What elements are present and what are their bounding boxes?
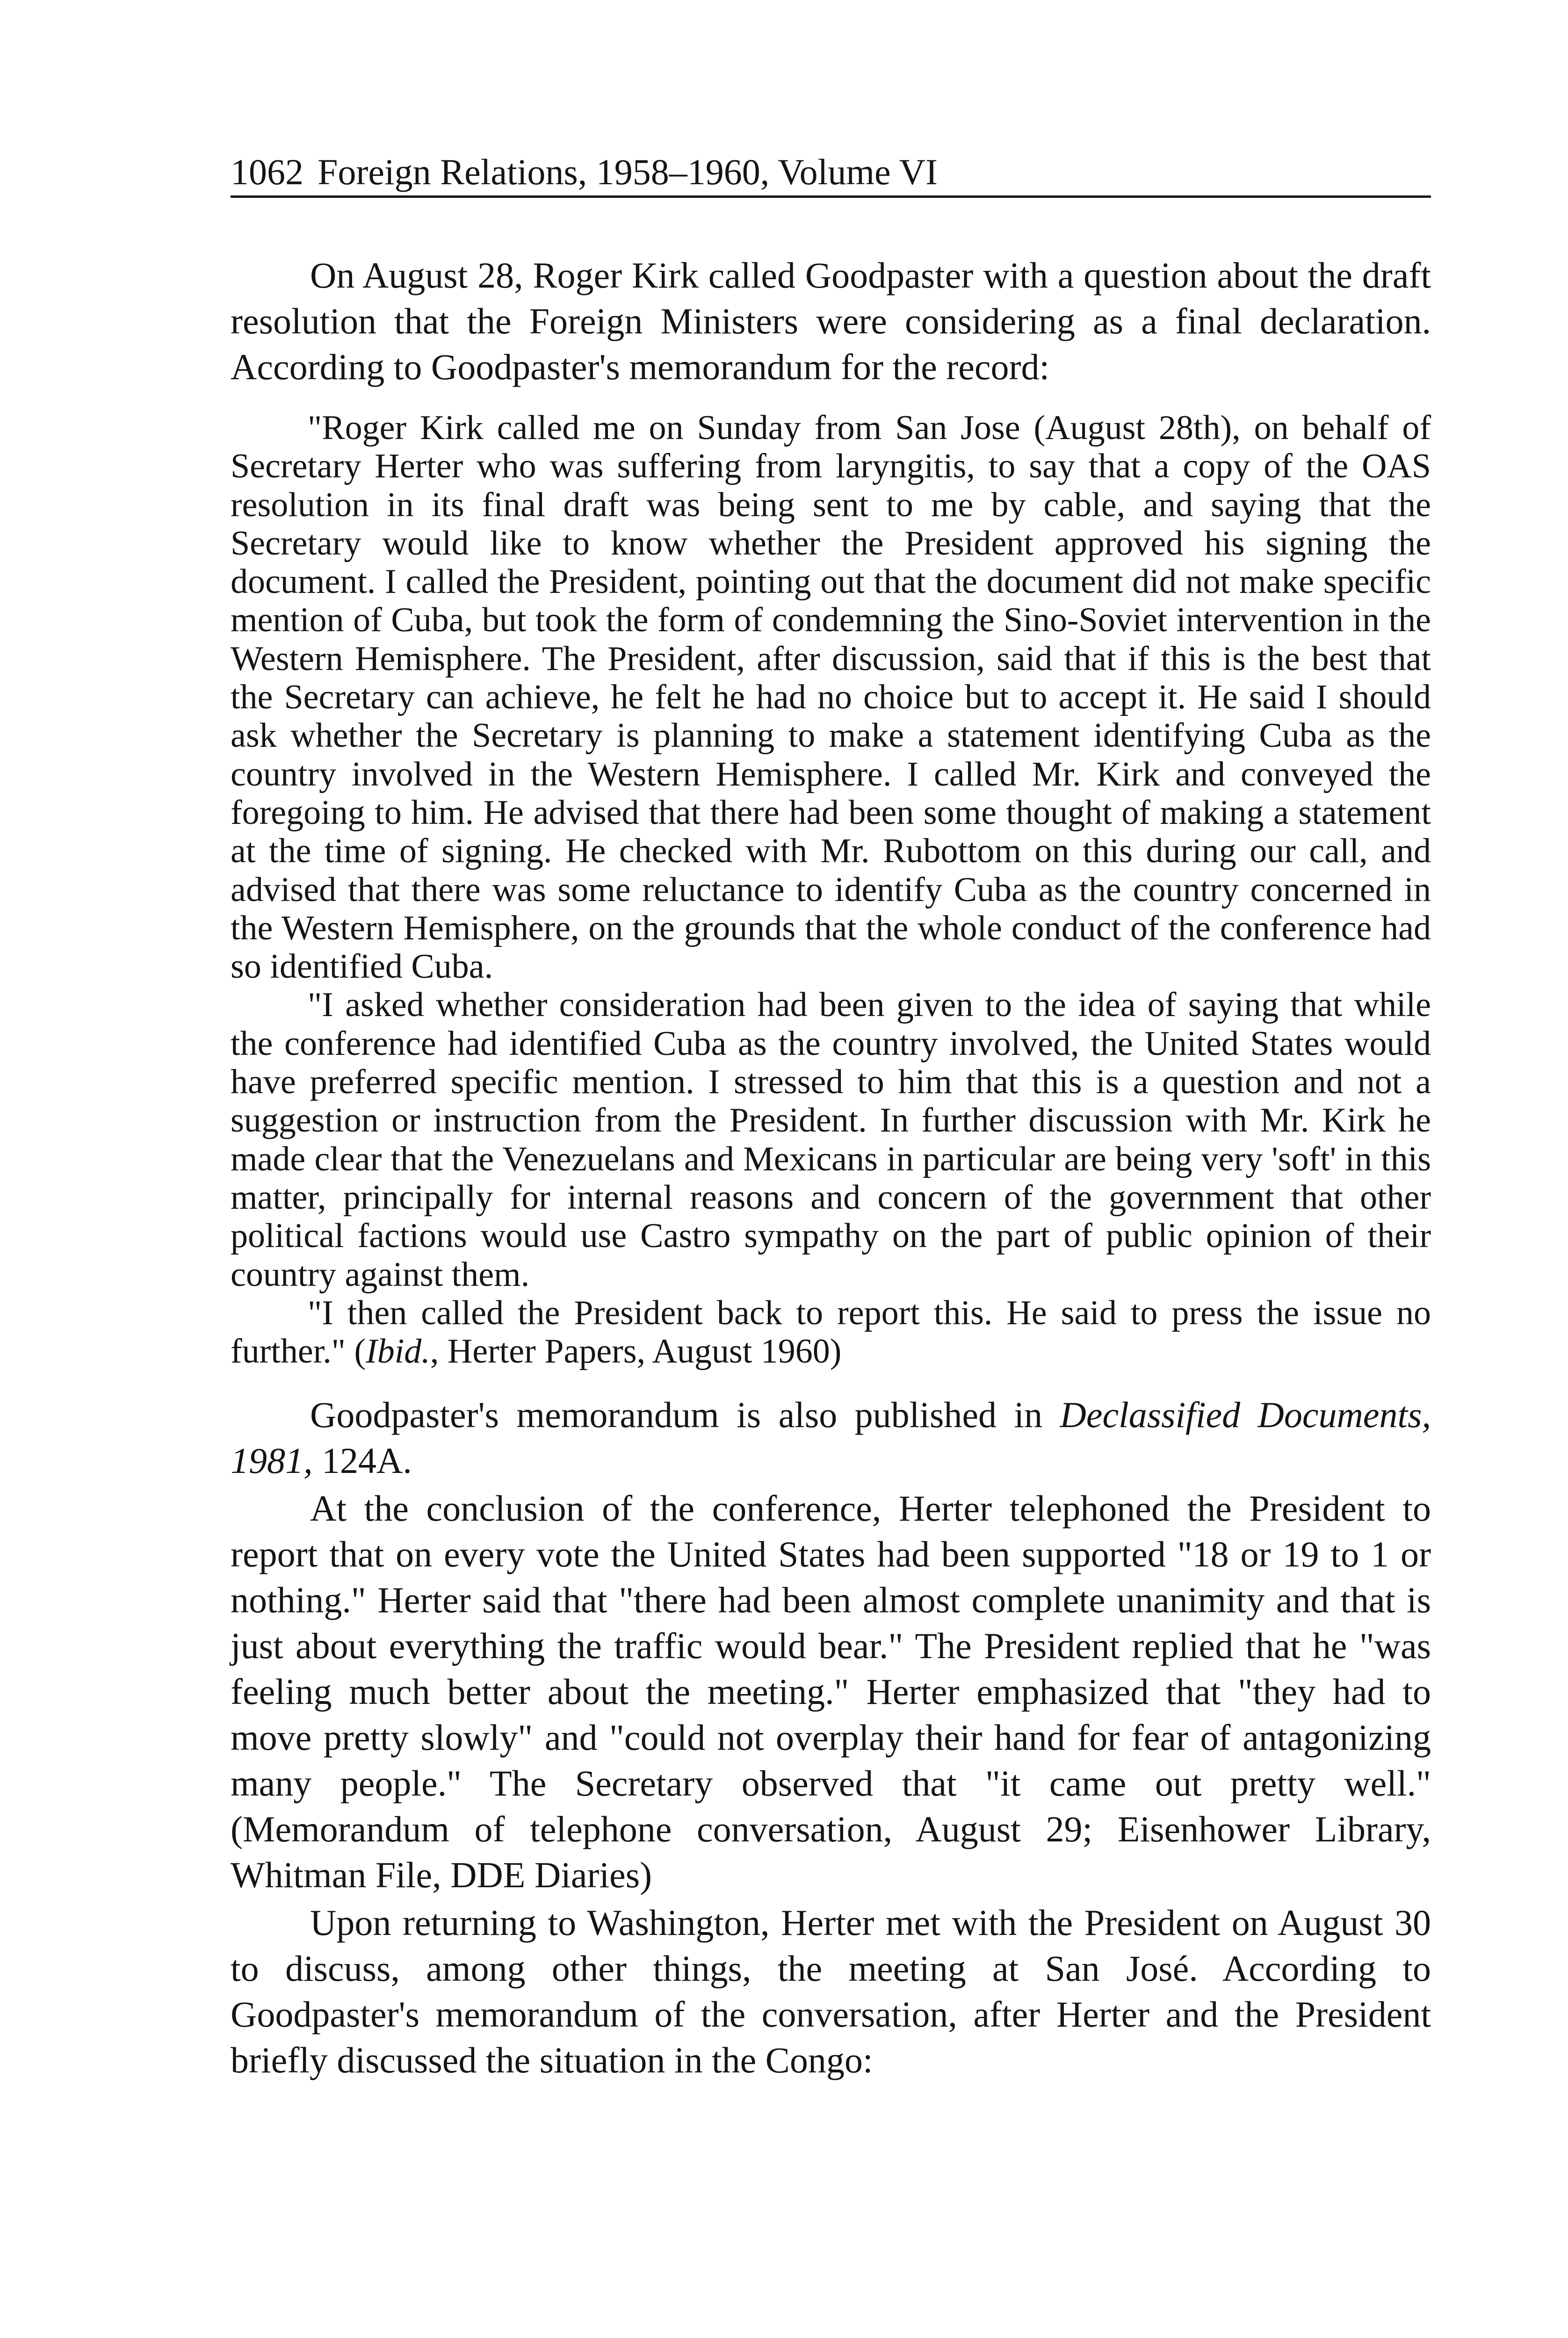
publication-note-text: Goodpaster's memorandum is also published in (310, 1394, 1060, 1436)
running-head (231, 150, 1431, 198)
quote-paragraph-2: "I asked whether consideration had been given to the idea of saying that while the conference had identified Cuba as the country involved, the United States would have preferred specific mention. I stressed to him that this is a question and not a suggestion or instruction from the President. In further discussion with Mr. Kirk he made clear that the Venezuelans and Mexicans in particular are being very 'soft' in this matter, principally for internal reasons and concern of the government that other political factions would use Castro sympathy on the part of public opinion of their country against them. (231, 986, 1431, 1294)
return-to-washington-paragraph: Upon returning to Washington, Herter met with the President on August 30 to discuss, among other things, the meeting at San José. According to Goodpaster's memorandum of the conversation, after Herter and the President briefly discussed the situation in the Congo: (231, 1902, 1431, 2081)
quote-paragraph-3-text: "I then called the President back to report this. He said to press the issue no further." ( (231, 1293, 1431, 1371)
ibid-citation: Ibid. (366, 1332, 430, 1371)
publication-title: Declassified Documents, 1981, (231, 1394, 1431, 1481)
running-head-title: Foreign Relations, 1958–1960, Volume VI (318, 152, 938, 192)
page-number: 1062 (231, 152, 303, 192)
publication-note-tail: 124A. (312, 1440, 412, 1481)
quote-paragraph-3-source: , Herter Papers, August 1960) (430, 1332, 842, 1371)
intro-paragraph: On August 28, Roger Kirk called Goodpaster with a question about the draft resolution that the Foreign Ministers were considering as a final declaration. According to Goodpaster's memorandum for the record: (231, 255, 1431, 387)
body-text (231, 253, 1431, 2083)
conference-conclusion-paragraph: At the conclusion of the conference, Herter telephoned the President to report that on every vote the United States had been supported "18 or 19 to 1 or nothing." Herter said that "there had been almost complete unanimity and that is just about everything the traffic would bear." The President replied that he "was feeling much better about the meeting." Herter emphasized that "they had to move pretty slowly" and "could not overplay their hand for fear of antagonizing many people." The Secretary observed that "it came out pretty well." (Memorandum of telephone conversation, August 29; Eisenhower Library, Whitman File, DDE Diaries) (231, 1488, 1431, 1896)
quote-paragraph-3 (231, 1294, 1431, 1371)
quote-paragraph-1: "Roger Kirk called me on Sunday from San Jose (August 28th), on behalf of Secretary Herter who was suffering from laryngitis, to say that a copy of the OAS resolution in its final draft was being sent to me by cable, and saying that the Secretary would like to know whether the President approved his signing the document. I called the President, pointing out that the document did not make specific mention of Cuba, but took the form of condemning the Sino-Soviet intervention in the Western Hemisphere. The President, after discussion, said that if this is the best that the Secretary can achieve, he felt he had no choice but to accept it. He said I should ask whether the Secretary is planning to make a statement identifying Cuba as the country involved in the Western Hemisphere. I called Mr. Kirk and conveyed the foregoing to him. He advised that there had been some thought of making a statement at the time of signing. He checked with Mr. Rubottom on this during our call, and advised that there was some reluctance to identify Cuba as the country concerned in the Western Hemisphere, on the grounds that the whole conduct of the conference had so identified Cuba. (231, 409, 1431, 986)
publication-note-paragraph (231, 1392, 1431, 1484)
memorandum-quote (231, 409, 1431, 1371)
